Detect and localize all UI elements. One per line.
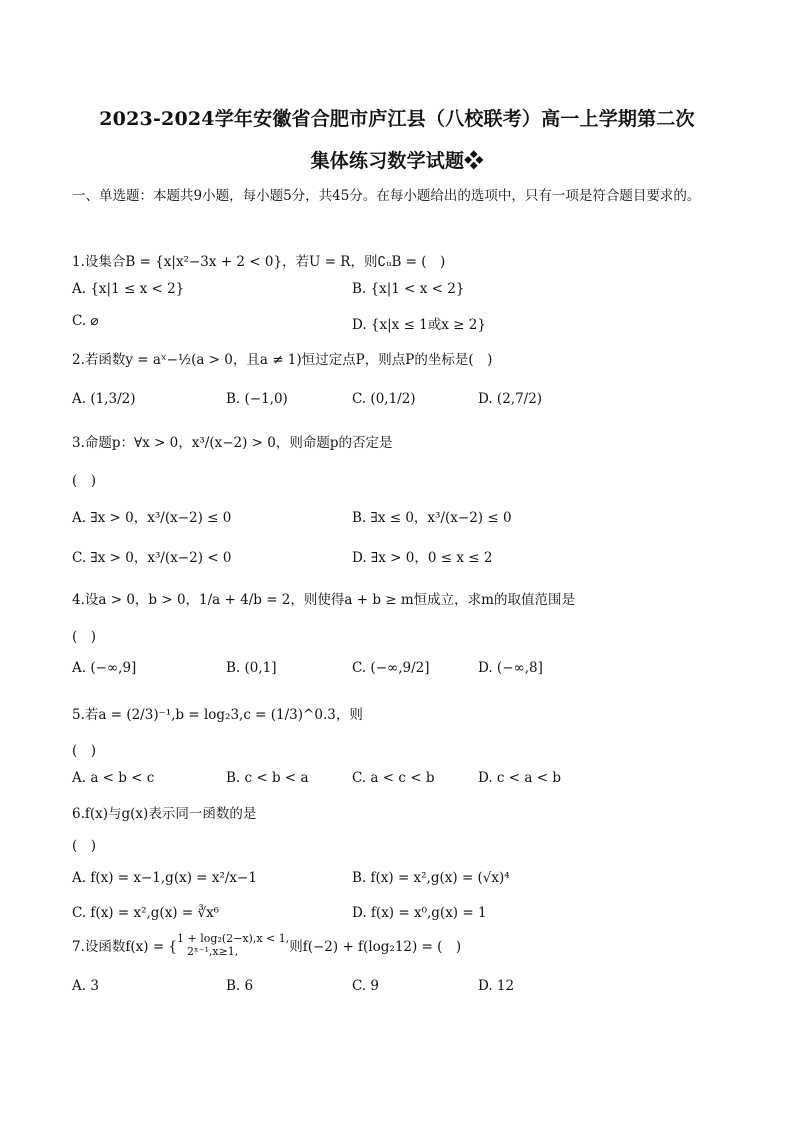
q5-option-a: A. a < b < c [72,770,155,786]
exam-title-line-1: 2023-2024学年安徽省合肥市庐江县（八校联考）高一上学期第二次 [99,108,695,130]
q6-answer-paren: ( ) [72,838,97,854]
q6-stem: 6.f(x)与g(x)表示同一函数的是 [72,806,257,822]
q3-option-c: C. ∃x > 0，x³/(x−2) < 0 [72,550,232,566]
q4-option-d: D. (−∞,8] [478,660,543,676]
q5-option-c: C. a < c < b [352,770,435,786]
q4-option-a: A. (−∞,9] [72,660,137,676]
q4-answer-paren: ( ) [72,629,97,645]
q6-option-a: A. f(x) = x−1,g(x) = x²/x−1 [72,870,257,886]
q5-option-d: D. c < a < b [478,770,561,786]
q1-option-d: D. {x|x ≤ 1或x ≥ 2} [352,317,486,333]
q7-piecewise-cases [177,932,289,958]
q3-option-d: D. ∃x > 0，0 ≤ x ≤ 2 [352,550,493,566]
q3-answer-paren: ( ) [72,473,97,489]
q1-option-b: B. {x|1 < x < 2} [352,281,465,297]
q6-option-d: D. f(x) = x⁰,g(x) = 1 [352,905,487,921]
q6-option-c: C. f(x) = x²,g(x) = ∛x⁶ [72,905,220,921]
q3-option-b: B. ∃x ≤ 0，x³/(x−2) ≤ 0 [352,510,512,526]
section-header: 一、单选题：本题共9小题，每小题5分，共45分。在每小题给出的选项中，只有一项是符合题目要求的。 [72,188,701,204]
q4-option-b: B. (0,1] [226,660,277,676]
q2-option-b: B. (−1,0) [226,391,288,407]
q7-option-b: B. 6 [226,978,254,994]
q1-option-a: A. {x|1 ≤ x < 2} [72,281,185,297]
q6-option-b: B. f(x) = x²,g(x) = (√x)⁴ [352,870,510,886]
q4-option-c: C. (−∞,9/2] [352,660,430,676]
q5-option-b: B. c < b < a [226,770,309,786]
q4-stem: 4.设a > 0，b > 0，1/a + 4/b = 2，则使得a + b ≥ m恒成立，求m的取值范围是 [72,592,575,608]
q5-answer-paren: ( ) [72,743,97,759]
q2-stem: 2.若函数y = aˣ−½(a > 0，且a ≠ 1)恒过定点P，则点P的坐标是( ) [72,352,493,368]
q2-option-c: C. (0,1/2) [352,391,416,407]
q2-option-d: D. (2,7/2) [478,391,543,407]
q2-option-a: A. (1,3/2) [72,391,136,407]
q7-stem-prefix: 7.设函数f(x) = { [72,939,178,955]
q1-option-c: C. ⌀ [72,313,99,329]
q7-option-c: C. 9 [352,978,380,994]
q7-option-d: D. 12 [478,978,515,994]
q5-stem: 5.若a = (2/3)⁻¹,b = log₂3,c = (1/3)^0.3，则 [72,707,363,723]
q1-stem: 1.设集合B = {x|x²−3x + 2 < 0}，若U = R，则∁ᵤB = ( ) [72,254,446,270]
q7-stem-suffix: 则f(−2) + f(log₂12) = ( ) [289,939,462,955]
q3-stem: 3.命题p：∀x > 0，x³/(x−2) > 0，则命题p的否定是 [72,435,393,451]
q7-case-1: 1 + log₂(2−x),x < 1, [177,932,290,945]
q3-option-a: A. ∃x > 0，x³/(x−2) ≤ 0 [72,510,232,526]
exam-title-line-2: 集体练习数学试题❖ [310,150,484,172]
q7-option-a: A. 3 [72,978,99,994]
q7-stem [72,932,461,958]
q7-case-2: 2ˣ⁻¹,x≥1, [187,945,239,958]
